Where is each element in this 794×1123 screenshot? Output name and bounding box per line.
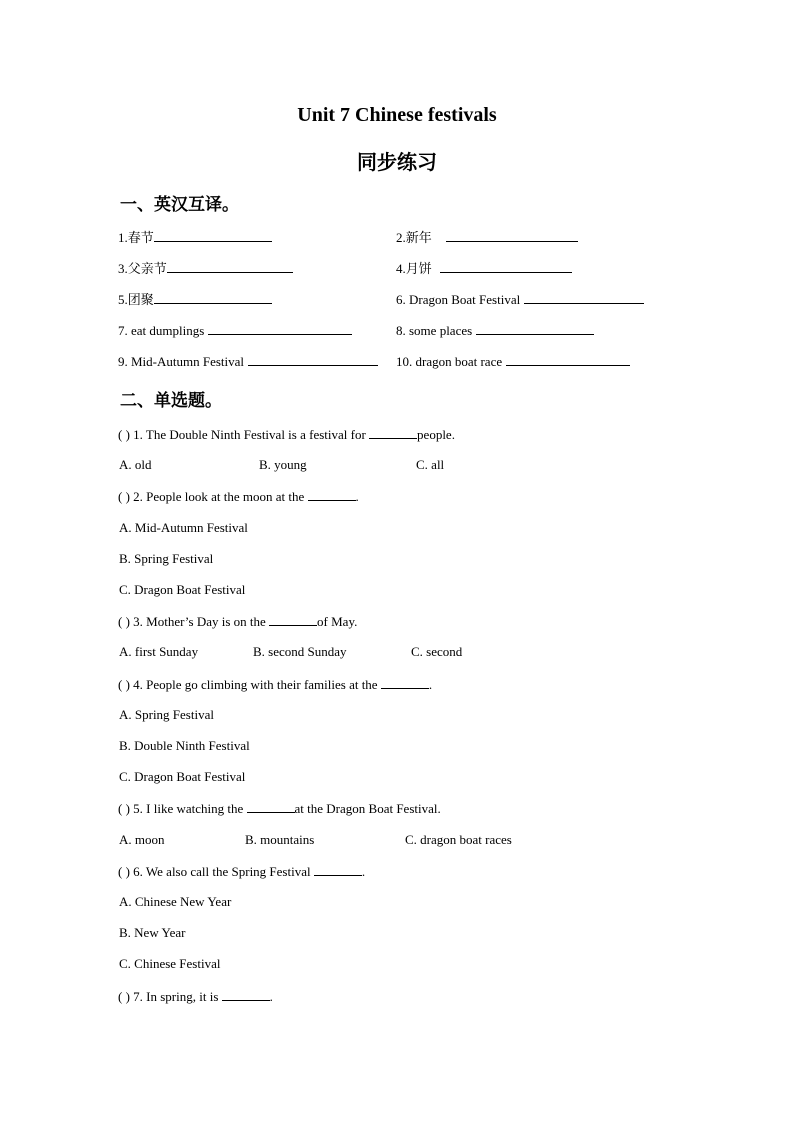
translation-item: 7. eat dumplings bbox=[118, 322, 352, 339]
page-subtitle: 同步练习 bbox=[357, 150, 437, 174]
option-c[interactable]: C. dragon boat races bbox=[405, 832, 512, 847]
answer-blank[interactable] bbox=[154, 229, 272, 242]
answer-blank[interactable] bbox=[440, 260, 572, 273]
option-c[interactable]: C. all bbox=[416, 457, 445, 472]
question-6: ( ) 6. We also call the Spring Festival . bbox=[118, 864, 366, 879]
option-a[interactable]: A. first Sunday bbox=[119, 644, 199, 659]
option-b[interactable]: B. Spring Festival bbox=[119, 551, 214, 566]
answer-blank[interactable] bbox=[506, 353, 630, 366]
translation-item: 5.团聚 bbox=[118, 291, 272, 308]
question-3: ( ) 3. Mother’s Day is on the of May. bbox=[118, 614, 358, 629]
option-c[interactable]: C. Dragon Boat Festival bbox=[119, 769, 246, 784]
translation-item: 8. some places bbox=[396, 322, 594, 339]
translation-item: 6. Dragon Boat Festival bbox=[396, 291, 644, 308]
answer-blank[interactable] bbox=[476, 322, 594, 335]
question-2: ( ) 2. People look at the moon at the . bbox=[118, 489, 359, 504]
answer-blank[interactable] bbox=[247, 800, 295, 813]
page-title: Unit 7 Chinese festivals bbox=[297, 104, 497, 126]
answer-blank[interactable] bbox=[269, 613, 317, 626]
question-7: ( ) 7. In spring, it is . bbox=[118, 989, 273, 1004]
answer-blank[interactable] bbox=[248, 353, 378, 366]
option-a[interactable]: A. moon bbox=[119, 832, 165, 847]
translation-item: 9. Mid-Autumn Festival bbox=[118, 353, 378, 370]
translation-item: 3.父亲节 bbox=[118, 260, 293, 277]
section-choice-heading: 二、单选题。 bbox=[120, 391, 222, 411]
answer-blank[interactable] bbox=[369, 426, 417, 439]
option-c[interactable]: C. Chinese Festival bbox=[119, 956, 221, 971]
answer-blank[interactable] bbox=[381, 676, 429, 689]
translation-item: 1.春节 bbox=[118, 229, 272, 246]
answer-blank[interactable] bbox=[222, 988, 270, 1001]
answer-blank[interactable] bbox=[524, 291, 644, 304]
option-b[interactable]: B. New Year bbox=[119, 925, 186, 940]
answer-blank[interactable] bbox=[154, 291, 272, 304]
answer-blank[interactable] bbox=[308, 488, 356, 501]
answer-blank[interactable] bbox=[167, 260, 293, 273]
option-c[interactable]: C. Dragon Boat Festival bbox=[119, 582, 246, 597]
option-a[interactable]: A. Chinese New Year bbox=[119, 894, 232, 909]
translation-item: 2.新年 bbox=[396, 229, 578, 246]
option-b[interactable]: B. Double Ninth Festival bbox=[119, 738, 250, 753]
translation-item: 4.月饼 bbox=[396, 260, 572, 277]
option-b[interactable]: B. second Sunday bbox=[253, 644, 347, 659]
answer-blank[interactable] bbox=[208, 322, 352, 335]
question-1: ( ) 1. The Double Ninth Festival is a festival for people. bbox=[118, 427, 455, 442]
question-4: ( ) 4. People go climbing with their families at the . bbox=[118, 677, 433, 692]
translation-item: 10. dragon boat race bbox=[396, 353, 630, 370]
question-5: ( ) 5. I like watching the at the Dragon Boat Festival. bbox=[118, 801, 441, 816]
answer-blank[interactable] bbox=[446, 229, 578, 242]
option-b[interactable]: B. mountains bbox=[245, 832, 315, 847]
section-translation-heading: 一、英汉互译。 bbox=[120, 195, 239, 215]
option-a[interactable]: A. Spring Festival bbox=[119, 707, 214, 722]
answer-blank[interactable] bbox=[314, 863, 362, 876]
option-a[interactable]: A. Mid-Autumn Festival bbox=[119, 520, 248, 535]
option-a[interactable]: A. old bbox=[119, 457, 152, 472]
option-c[interactable]: C. second bbox=[411, 644, 463, 659]
option-b[interactable]: B. young bbox=[259, 457, 307, 472]
